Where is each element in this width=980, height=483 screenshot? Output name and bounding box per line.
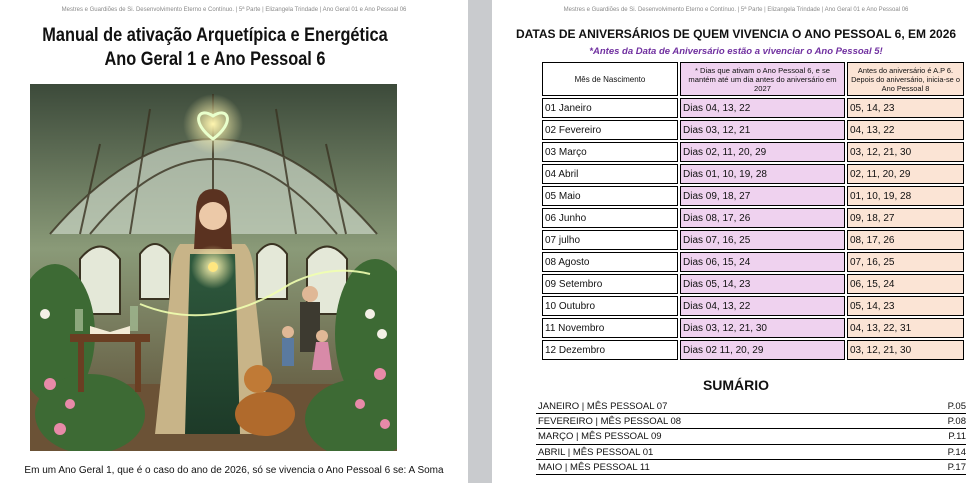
ap8-days-cell: 05, 14, 23 [847,296,964,316]
toc-entry[interactable] [536,460,966,475]
activation-days-cell: Dias 05, 14, 23 [680,274,845,294]
ap8-days-cell: 08, 17, 26 [847,230,964,250]
table-of-contents [536,399,966,475]
header-cell: * Dias que ativam o Ano Pessoal 6, e se mantém até um dia antes do aniversário em 2027 [680,62,845,96]
title-line-1: Manual de ativação Arquetípica e Energética [42,25,388,46]
birthday-table [540,60,966,362]
ap8-days-cell: 02, 11, 20, 29 [847,164,964,184]
header-cell: Mês de Nascimento [542,62,678,96]
ap8-days-cell: 04, 13, 22 [847,120,964,140]
toc-label: MARÇO | MÊS PESSOAL 09 [538,431,662,443]
toc-entry[interactable] [536,429,966,444]
left-page [0,0,468,483]
ap8-days-cell: 04, 13, 22, 31 [847,318,964,338]
activation-days-cell: Dias 02 11, 20, 29 [680,340,845,360]
month-cell: 08 Agosto [542,252,678,272]
toc-page: P.11 [948,431,966,443]
toc-page: P.17 [947,461,966,473]
activation-days-cell: Dias 09, 18, 27 [680,186,845,206]
toc-page: P.05 [947,401,966,412]
activation-days-cell: Dias 04, 13, 22 [680,98,845,118]
ap8-days-cell: 06, 15, 24 [847,274,964,294]
toc-entry[interactable] [536,399,966,414]
toc-label: FEVEREIRO | MÊS PESSOAL 08 [538,416,682,428]
toc-label: JANEIRO | MÊS PESSOAL 07 [538,401,668,412]
table-row [542,142,964,162]
ap8-days-cell: 07, 16, 25 [847,252,964,272]
activation-days-cell: Dias 03, 12, 21, 30 [680,318,845,338]
table-row [542,230,964,250]
month-cell: 01 Janeiro [542,98,678,118]
right-page [492,0,980,483]
header-cell: Antes do aniversário é A.P 6. Depois do aniversário, inicia-se o Ano Pessoal 8 [847,62,964,96]
month-cell: 06 Junho [542,208,678,228]
toc-page: P.08 [947,416,966,428]
activation-days-cell: Dias 01, 10, 19, 28 [680,164,845,184]
ap8-days-cell: 03, 12, 21, 30 [847,340,964,360]
toc-page: P.14 [947,446,966,458]
activation-days-cell: Dias 06, 15, 24 [680,252,845,272]
document-title [30,24,400,72]
table-row [542,120,964,140]
month-cell: 12 Dezembro [542,340,678,360]
toc-label: MAIO | MÊS PESSOAL 11 [538,461,650,473]
month-cell: 10 Outubro [542,296,678,316]
month-cell: 05 Maio [542,186,678,206]
table-row [542,296,964,316]
table-row [542,340,964,360]
page-header: Mestres e Guardiões de Si. Desenvolvimento Eterno e Contínuo. | 5ª Parte | Elizangela Trindade | Ano Geral 01 e Ano Pessoal 06 [563,7,909,13]
birthday-note: *Antes da Data de Aniversário estão a vivenciar o Ano Pessoal 5! [589,46,883,57]
table-row [542,208,964,228]
intro-text: Em um Ano Geral 1, que é o caso do ano de 2026, só se vivencia o Ano Pessoal 6 se: A Soma [24,465,444,476]
month-cell: 07 julho [542,230,678,250]
table-row [542,164,964,184]
activation-days-cell: Dias 07, 16, 25 [680,230,845,250]
table-row [542,274,964,294]
ap8-days-cell: 01, 10, 19, 28 [847,186,964,206]
table-row [542,318,964,338]
table-header-row [542,62,964,96]
ap8-days-cell: 05, 14, 23 [847,98,964,118]
title-line-2: Ano Geral 1 e Ano Pessoal 6 [104,49,326,70]
table-row [542,186,964,206]
month-cell: 03 Março [542,142,678,162]
month-cell: 11 Novembro [542,318,678,338]
month-cell: 04 Abril [542,164,678,184]
month-cell: 02 Fevereiro [542,120,678,140]
cover-illustration [30,84,397,451]
page-header: Mestres e Guardiões de Si. Desenvolvimento Eterno e Contínuo. | 5ª Parte | Elizangela Trindade | Ano Geral 01 e Ano Pessoal 06 [61,7,407,13]
table-row [542,252,964,272]
ap8-days-cell: 03, 12, 21, 30 [847,142,964,162]
toc-entry[interactable] [536,414,966,429]
activation-days-cell: Dias 02, 11, 20, 29 [680,142,845,162]
activation-days-cell: Dias 03, 12, 21 [680,120,845,140]
month-cell: 09 Setembro [542,274,678,294]
ap8-days-cell: 09, 18, 27 [847,208,964,228]
sumario-heading: SUMÁRIO [702,377,770,393]
toc-label: ABRIL | MÊS PESSOAL 01 [538,446,654,458]
activation-days-cell: Dias 04, 13, 22 [680,296,845,316]
toc-entry[interactable] [536,445,966,460]
activation-days-cell: Dias 08, 17, 26 [680,208,845,228]
birthday-table-title: DATAS DE ANIVERSÁRIOS DE QUEM VIVENCIA O ANO PESSOAL 6, EM 2026 [515,27,957,41]
table-row [542,98,964,118]
